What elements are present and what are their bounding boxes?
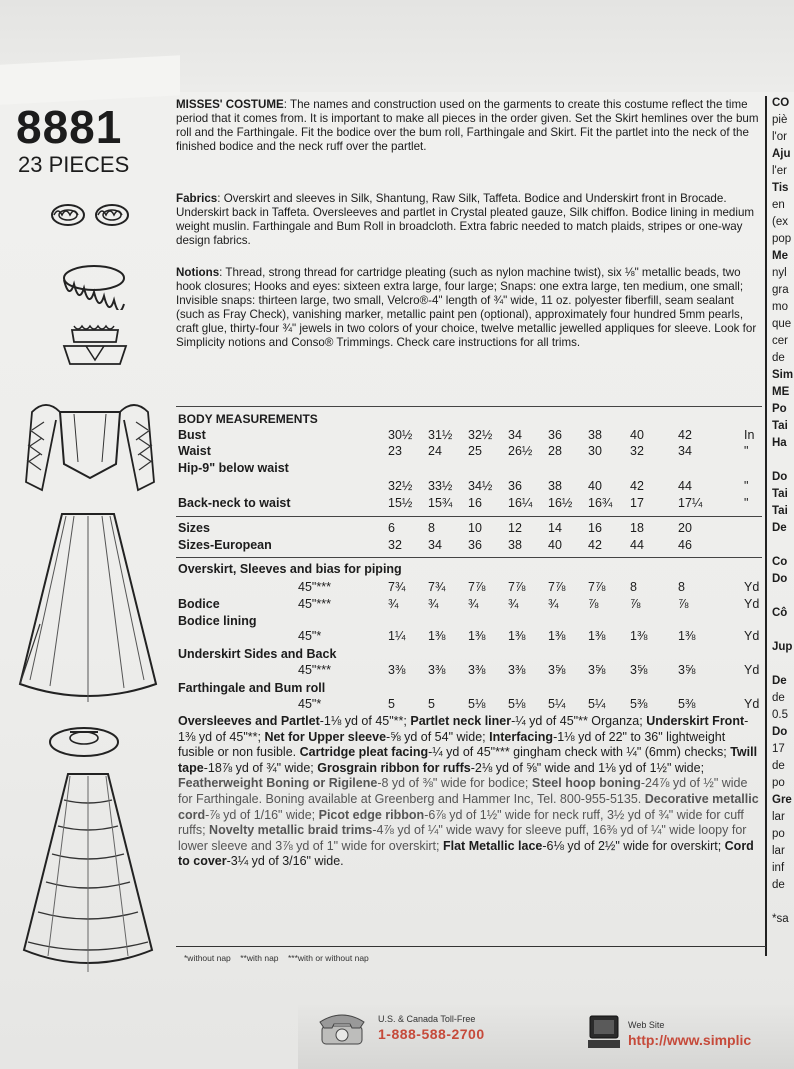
unit: In: [744, 428, 755, 442]
right-column-fragment: de: [772, 879, 785, 891]
cell: 3⅝: [678, 663, 696, 677]
cell: 36: [468, 538, 482, 552]
cell: 42: [588, 538, 602, 552]
cell: 5⅜: [678, 697, 696, 711]
cell: 23: [388, 444, 402, 458]
row-label: Back-neck to waist: [178, 496, 291, 510]
fabric-width: 45"***: [298, 597, 331, 611]
cell: 1⅜: [588, 629, 606, 643]
right-column-fragment: Po: [772, 403, 787, 415]
yardage-label-row: [178, 562, 764, 577]
cell: ⅞: [630, 597, 641, 611]
note-title: Cord to cover: [178, 838, 754, 869]
cell: 1¼: [388, 629, 406, 643]
yardage-row: [178, 597, 764, 612]
right-column-fragment: [772, 657, 794, 674]
note-title: Cartridge pleat facing: [299, 745, 429, 760]
right-column-fragment: 0.5: [772, 709, 788, 721]
right-column-fragment: nyl: [772, 267, 787, 279]
right-column-fragment: Jup: [772, 641, 793, 653]
right-column-fragment: [772, 895, 794, 912]
cell: 1⅜: [468, 629, 486, 643]
right-column-fragment: CO: [772, 97, 790, 109]
cell: 44: [678, 479, 692, 493]
cell: 1⅜: [678, 629, 696, 643]
cell: 5⅛: [508, 697, 526, 711]
unit: ": [744, 496, 749, 510]
note-title: Oversleeves and Partlet: [178, 714, 320, 728]
right-column-fragment: [772, 538, 794, 555]
fabrics-title: Fabrics: [176, 192, 218, 205]
cell: 3⅜: [468, 663, 486, 677]
cell: 5⅛: [468, 697, 486, 711]
yardage-label: Farthingale and Bum roll: [178, 681, 326, 695]
cell: 6: [388, 521, 395, 535]
cell: 38: [548, 479, 562, 493]
right-column-fragment: Tis: [772, 182, 789, 194]
cell: 28: [548, 444, 562, 458]
yardage-label-row: [178, 681, 764, 696]
cell: 5¼: [588, 697, 606, 711]
note-title: Interfacing: [489, 729, 554, 744]
cell: 7¾: [388, 580, 406, 594]
cell: 30½: [388, 428, 413, 442]
unit: Yd: [744, 663, 760, 677]
right-column-fragment: pop: [772, 233, 792, 245]
cell: 32: [630, 444, 644, 458]
yardage-row: [178, 663, 764, 678]
cell: 5: [428, 697, 435, 711]
cell: ⅞: [588, 597, 599, 611]
cell: 10: [468, 521, 482, 535]
right-column-fragment: Tai: [772, 505, 788, 517]
cell: 12: [508, 521, 522, 535]
cell: 8: [428, 521, 435, 535]
cell: 34: [508, 428, 522, 442]
farthingale-illustration: [16, 770, 160, 980]
partlet-illustration: [60, 322, 130, 372]
cell: 40: [588, 479, 602, 493]
unit: Yd: [744, 580, 760, 594]
legend-with-or-without-nap: ***with or without nap: [287, 953, 369, 963]
note-text: -3¼ yd of 3/16" wide.: [226, 854, 344, 869]
nap-legend: [184, 953, 369, 963]
right-column-fragment: Sim: [772, 369, 794, 381]
yardage-label: Bodice lining: [178, 614, 257, 628]
note-text: -6⅛ yd of 2½" wide for overskirt;: [542, 838, 725, 853]
note-text: -1⅜ yd of 45"**;: [178, 714, 749, 744]
right-column-fragment: ME: [772, 386, 790, 398]
notions-title: Notions: [176, 266, 220, 279]
right-column-fragment: Me: [772, 250, 788, 262]
cell: 46: [678, 538, 692, 552]
legend-without-nap: *without nap: [184, 953, 231, 963]
note-title: Novelty metallic braid trims: [209, 823, 373, 838]
yardage-label: Overskirt, Sleeves and bias for piping: [178, 562, 402, 576]
right-column-fragment: Do: [772, 471, 788, 483]
cell: 40: [630, 428, 644, 442]
right-column-fragment: po: [772, 828, 785, 840]
note-text: -1⅛ yd of 22" to 36" lightweight fusible or non fusible.: [178, 729, 726, 760]
intro-body: : The names and construction used on the garments to create this costume reflect the time period that it comes from. It is important to make all pieces in the order given. Set the Skirt hemlines over the bum roll and the Farthingale. Fit the bodice over the bum roll, Farthingale and Skirt. Fit the partlet into the neck of the finished bodice and the neck ruff over the partlet.: [176, 98, 759, 153]
cell: ¾: [388, 597, 399, 611]
right-column-fragment: Co: [772, 556, 788, 568]
note-text: -24⅞ yd of ½" wide for Farthingale. Boning available at Greenberg and Hammer Inc, Tel. 800-955-5135.: [178, 776, 748, 806]
cell: 20: [678, 521, 692, 535]
cell: 16: [468, 496, 482, 510]
right-column-fragment: Aju: [772, 148, 791, 160]
note-title: Picot edge ribbon: [318, 807, 425, 822]
notions-body: : Thread, strong thread for cartridge pleating (such as nylon machine twist), six ⅛" metallic beads, two hook closures; Hooks and eyes: sixteen extra large, four large; Snaps: one extra large, ten medium, one small; Invisible snaps: thirteen large, two small, Velcro®-4" length of ¾" wide, 11 oz. polyester fiberfill, seam sealant (such as Fray Check), vanishing marker, metallic paint pen (optional), approximately four hundred 5mm pearls, craft glue, thirty-four ¾" jewels in two colors of your choice, twelve metallic jewelled appliques for sleeve. Look for Simplicity notions and Conso® Trimmings. Check care instructions for all trims.: [176, 266, 757, 349]
cell: 32½: [388, 479, 413, 493]
note-text: -1⅛ yd of 45"**;: [319, 714, 411, 728]
cell: 31½: [428, 428, 453, 442]
right-column-fragment: De: [772, 522, 787, 534]
cell: 5: [388, 697, 395, 711]
right-column-fragment: de: [772, 760, 785, 772]
right-column-fragment: De: [772, 675, 787, 687]
right-column-fragment: [772, 623, 794, 640]
cell: 3⅜: [428, 663, 446, 677]
measurement-row: [178, 496, 764, 511]
measurement-row: [178, 444, 764, 459]
intro-title: MISSES' COSTUME: [176, 98, 284, 111]
right-column-fragment: Tai: [772, 488, 788, 500]
cell: 1⅜: [630, 629, 648, 643]
notions-paragraph: [176, 266, 762, 350]
right-column-fragment: cer: [772, 335, 788, 347]
cell: 16: [588, 521, 602, 535]
note-text: -4⅞ yd of ¼" wide wavy for sleeve puff, 16⅜ yd of ¼" wide loopy for lower sleeve and 3⅞ yd of 1" wide for overskirt;: [178, 823, 747, 853]
right-column-fragment: Tai: [772, 420, 788, 432]
fabrics-body: : Overskirt and sleeves in Silk, Shantung, Raw Silk, Taffeta. Bodice and Underskirt front in Brocade. Underskirt back in Taffeta. Oversleeves and partlet in Crystal pleated gauze, Silk chiffon. Bodice lining in medium weight muslin. Farthingale and Bum Roll in broadcloth. Extra fabric needed to match plaids, stripes or one-way design fabrics.: [176, 192, 755, 247]
fabric-width: 45"***: [298, 663, 331, 677]
bodice-illustration: [14, 390, 166, 492]
cell: 7⅞: [468, 580, 486, 594]
note-text: -8 yd of ⅜" wide for bodice;: [377, 776, 532, 791]
bum-roll-illustration: [44, 720, 124, 760]
cell: 15¾: [428, 496, 453, 510]
note-text: -2⅛ yd of ⅝" wide and 1⅛ yd of 1½" wide;: [470, 760, 705, 775]
cell: ¾: [468, 597, 479, 611]
cell: 3⅜: [388, 663, 406, 677]
cuff-ruffs-illustration: [48, 198, 134, 232]
fabrics-paragraph: [176, 192, 762, 248]
cell: ⅞: [678, 597, 689, 611]
yardage-label-row: [178, 614, 764, 629]
cell: 16½: [548, 496, 573, 510]
cell: 5¼: [548, 697, 566, 711]
cell: 34½: [468, 479, 493, 493]
right-column-fragment: lar: [772, 845, 785, 857]
right-column-fragment: l'or: [772, 131, 787, 143]
computer-icon: [584, 1012, 624, 1052]
neck-ruff-illustration: [58, 258, 130, 310]
fabric-width: 45"*: [298, 629, 322, 643]
yardage-row: [178, 629, 764, 644]
cell: 7⅞: [588, 580, 606, 594]
cell: 14: [548, 521, 562, 535]
yardage-label: Underskirt Sides and Back: [178, 647, 337, 661]
website-url: http://www.simplic: [628, 1032, 752, 1048]
pieces-count: 23 PIECES: [18, 152, 130, 177]
cell: 5⅜: [630, 697, 648, 711]
column-divider: [765, 96, 767, 956]
fabric-width: 45"*: [298, 697, 322, 711]
unit: ": [744, 479, 749, 493]
fabric-width: 45"***: [298, 580, 331, 594]
note-text: -⅝ yd of 54" wide;: [386, 729, 486, 744]
right-column-fragment: po: [772, 777, 785, 789]
note-title: Decorative metallic cord: [178, 791, 759, 822]
sizes-row: [178, 521, 764, 536]
right-column-fragment: Do: [772, 573, 788, 585]
cell: 1⅜: [548, 629, 566, 643]
cell: 34: [678, 444, 692, 458]
right-column-fragment: (ex: [772, 216, 788, 228]
cell: 3⅜: [508, 663, 526, 677]
right-column-fragment: Ha: [772, 437, 787, 449]
row-label: Sizes-European: [178, 538, 272, 552]
website-label: Web Site: [628, 1020, 665, 1030]
unit: Yd: [744, 629, 760, 643]
measurement-row: [178, 479, 764, 494]
row-label: Bust: [178, 428, 206, 442]
cell: 36: [508, 479, 522, 493]
right-column-fragment: lar: [772, 811, 785, 823]
right-column-fragment: [772, 589, 794, 606]
intro-paragraph: [176, 98, 762, 154]
cell: 3⅝: [548, 663, 566, 677]
cell: 7⅞: [548, 580, 566, 594]
note-title: Net for Upper sleeve: [264, 729, 387, 744]
cell: 15½: [388, 496, 413, 510]
cell: 44: [630, 538, 644, 552]
cell: 32: [388, 538, 402, 552]
divider: [176, 516, 762, 517]
divider: [176, 557, 762, 558]
cell: 30: [588, 444, 602, 458]
row-label: Sizes: [178, 521, 210, 535]
cell: 8: [678, 580, 685, 594]
cell: 17: [630, 496, 644, 510]
yardage-row: [178, 697, 764, 712]
right-column-fragment: [772, 453, 794, 470]
cell: ¾: [548, 597, 559, 611]
sizes-european-row: [178, 538, 764, 553]
additional-yardage-notes: [178, 714, 764, 870]
cell: 34: [428, 538, 442, 552]
pattern-number: 8881: [16, 101, 123, 153]
right-column-fragment: de: [772, 692, 785, 704]
note-text: -6⅞ yd of 1½" wide for neck ruff, 3½ yd of ¾" wide for cuff ruffs;: [178, 807, 744, 838]
cell: 40: [548, 538, 562, 552]
measurement-row: [178, 428, 764, 443]
cell: 25: [468, 444, 482, 458]
measurement-row: [178, 461, 764, 476]
french-column-cutoff: [772, 96, 794, 929]
note-title: Featherweight Boning or Rigilene: [178, 776, 378, 791]
note-title: Partlet neck liner: [410, 714, 512, 728]
cell: 1⅜: [508, 629, 526, 643]
cell: 16¾: [588, 496, 613, 510]
phone-number: 1-888-588-2700: [378, 1026, 485, 1042]
cell: 38: [588, 428, 602, 442]
legend-divider: [176, 946, 766, 947]
cell: 26½: [508, 444, 533, 458]
note-title: Twill tape: [178, 745, 758, 775]
note-title: Grosgrain ribbon for ruffs: [317, 760, 471, 775]
cell: 24: [428, 444, 442, 458]
cell: 42: [630, 479, 644, 493]
body-measurements-title: BODY MEASUREMENTS: [178, 412, 318, 426]
unit: Yd: [744, 697, 760, 711]
note-text: -¼ yd of 45"*** gingham check with ¼" (6mm) checks;: [428, 745, 731, 760]
yardage-label: Bodice: [178, 597, 220, 611]
row-label: Hip-9" below waist: [178, 461, 289, 475]
divider: [176, 406, 762, 407]
cell: 1⅜: [428, 629, 446, 643]
right-column-fragment: l'er: [772, 165, 787, 177]
cell: 18: [630, 521, 644, 535]
right-column-fragment: Do: [772, 726, 788, 738]
note-text: -18⅞ yd of ¾" wide;: [203, 760, 318, 775]
cell: 17¼: [678, 496, 703, 510]
row-label: Waist: [178, 444, 211, 458]
right-column-fragment: Cô: [772, 607, 788, 619]
cell: 7¾: [428, 580, 446, 594]
cell: 36: [548, 428, 562, 442]
cell: 32½: [468, 428, 493, 442]
right-column-fragment: 17: [772, 743, 785, 755]
unit: Yd: [744, 597, 760, 611]
right-column-fragment: Gre: [772, 794, 792, 806]
note-text: -¼ yd of 45"** Organza;: [511, 714, 643, 728]
right-column-fragment: que: [772, 318, 792, 330]
note-text: -⅞ yd of 1/16" wide;: [205, 807, 319, 822]
cell: 42: [678, 428, 692, 442]
cell: 38: [508, 538, 522, 552]
note-title: Steel hoop boning: [531, 776, 641, 791]
yardage-label-row: [178, 647, 764, 662]
unit: ": [744, 444, 749, 458]
overskirt-illustration: [14, 508, 162, 708]
cell: 33½: [428, 479, 453, 493]
cell: 3⅝: [630, 663, 648, 677]
cell: ¾: [508, 597, 519, 611]
right-column-fragment: de: [772, 352, 785, 364]
cell: ¾: [428, 597, 439, 611]
cell: 3⅝: [588, 663, 606, 677]
right-column-fragment: piè: [772, 114, 788, 126]
cell: 16¼: [508, 496, 533, 510]
right-column-fragment: inf: [772, 862, 785, 874]
legend-with-nap: **with nap: [240, 953, 279, 963]
cell: 7⅞: [508, 580, 526, 594]
note-title: Underskirt Front: [646, 714, 745, 728]
yardage-row: [178, 580, 764, 595]
phone-label: U.S. & Canada Toll-Free: [378, 1014, 476, 1024]
right-column-fragment: en: [772, 199, 785, 211]
right-column-fragment: gra: [772, 284, 789, 296]
right-column-fragment: *sa: [772, 913, 789, 925]
note-title: Flat Metallic lace: [443, 838, 543, 853]
right-column-fragment: mo: [772, 301, 788, 313]
cell: 8: [630, 580, 637, 594]
telephone-icon: [316, 1012, 368, 1046]
